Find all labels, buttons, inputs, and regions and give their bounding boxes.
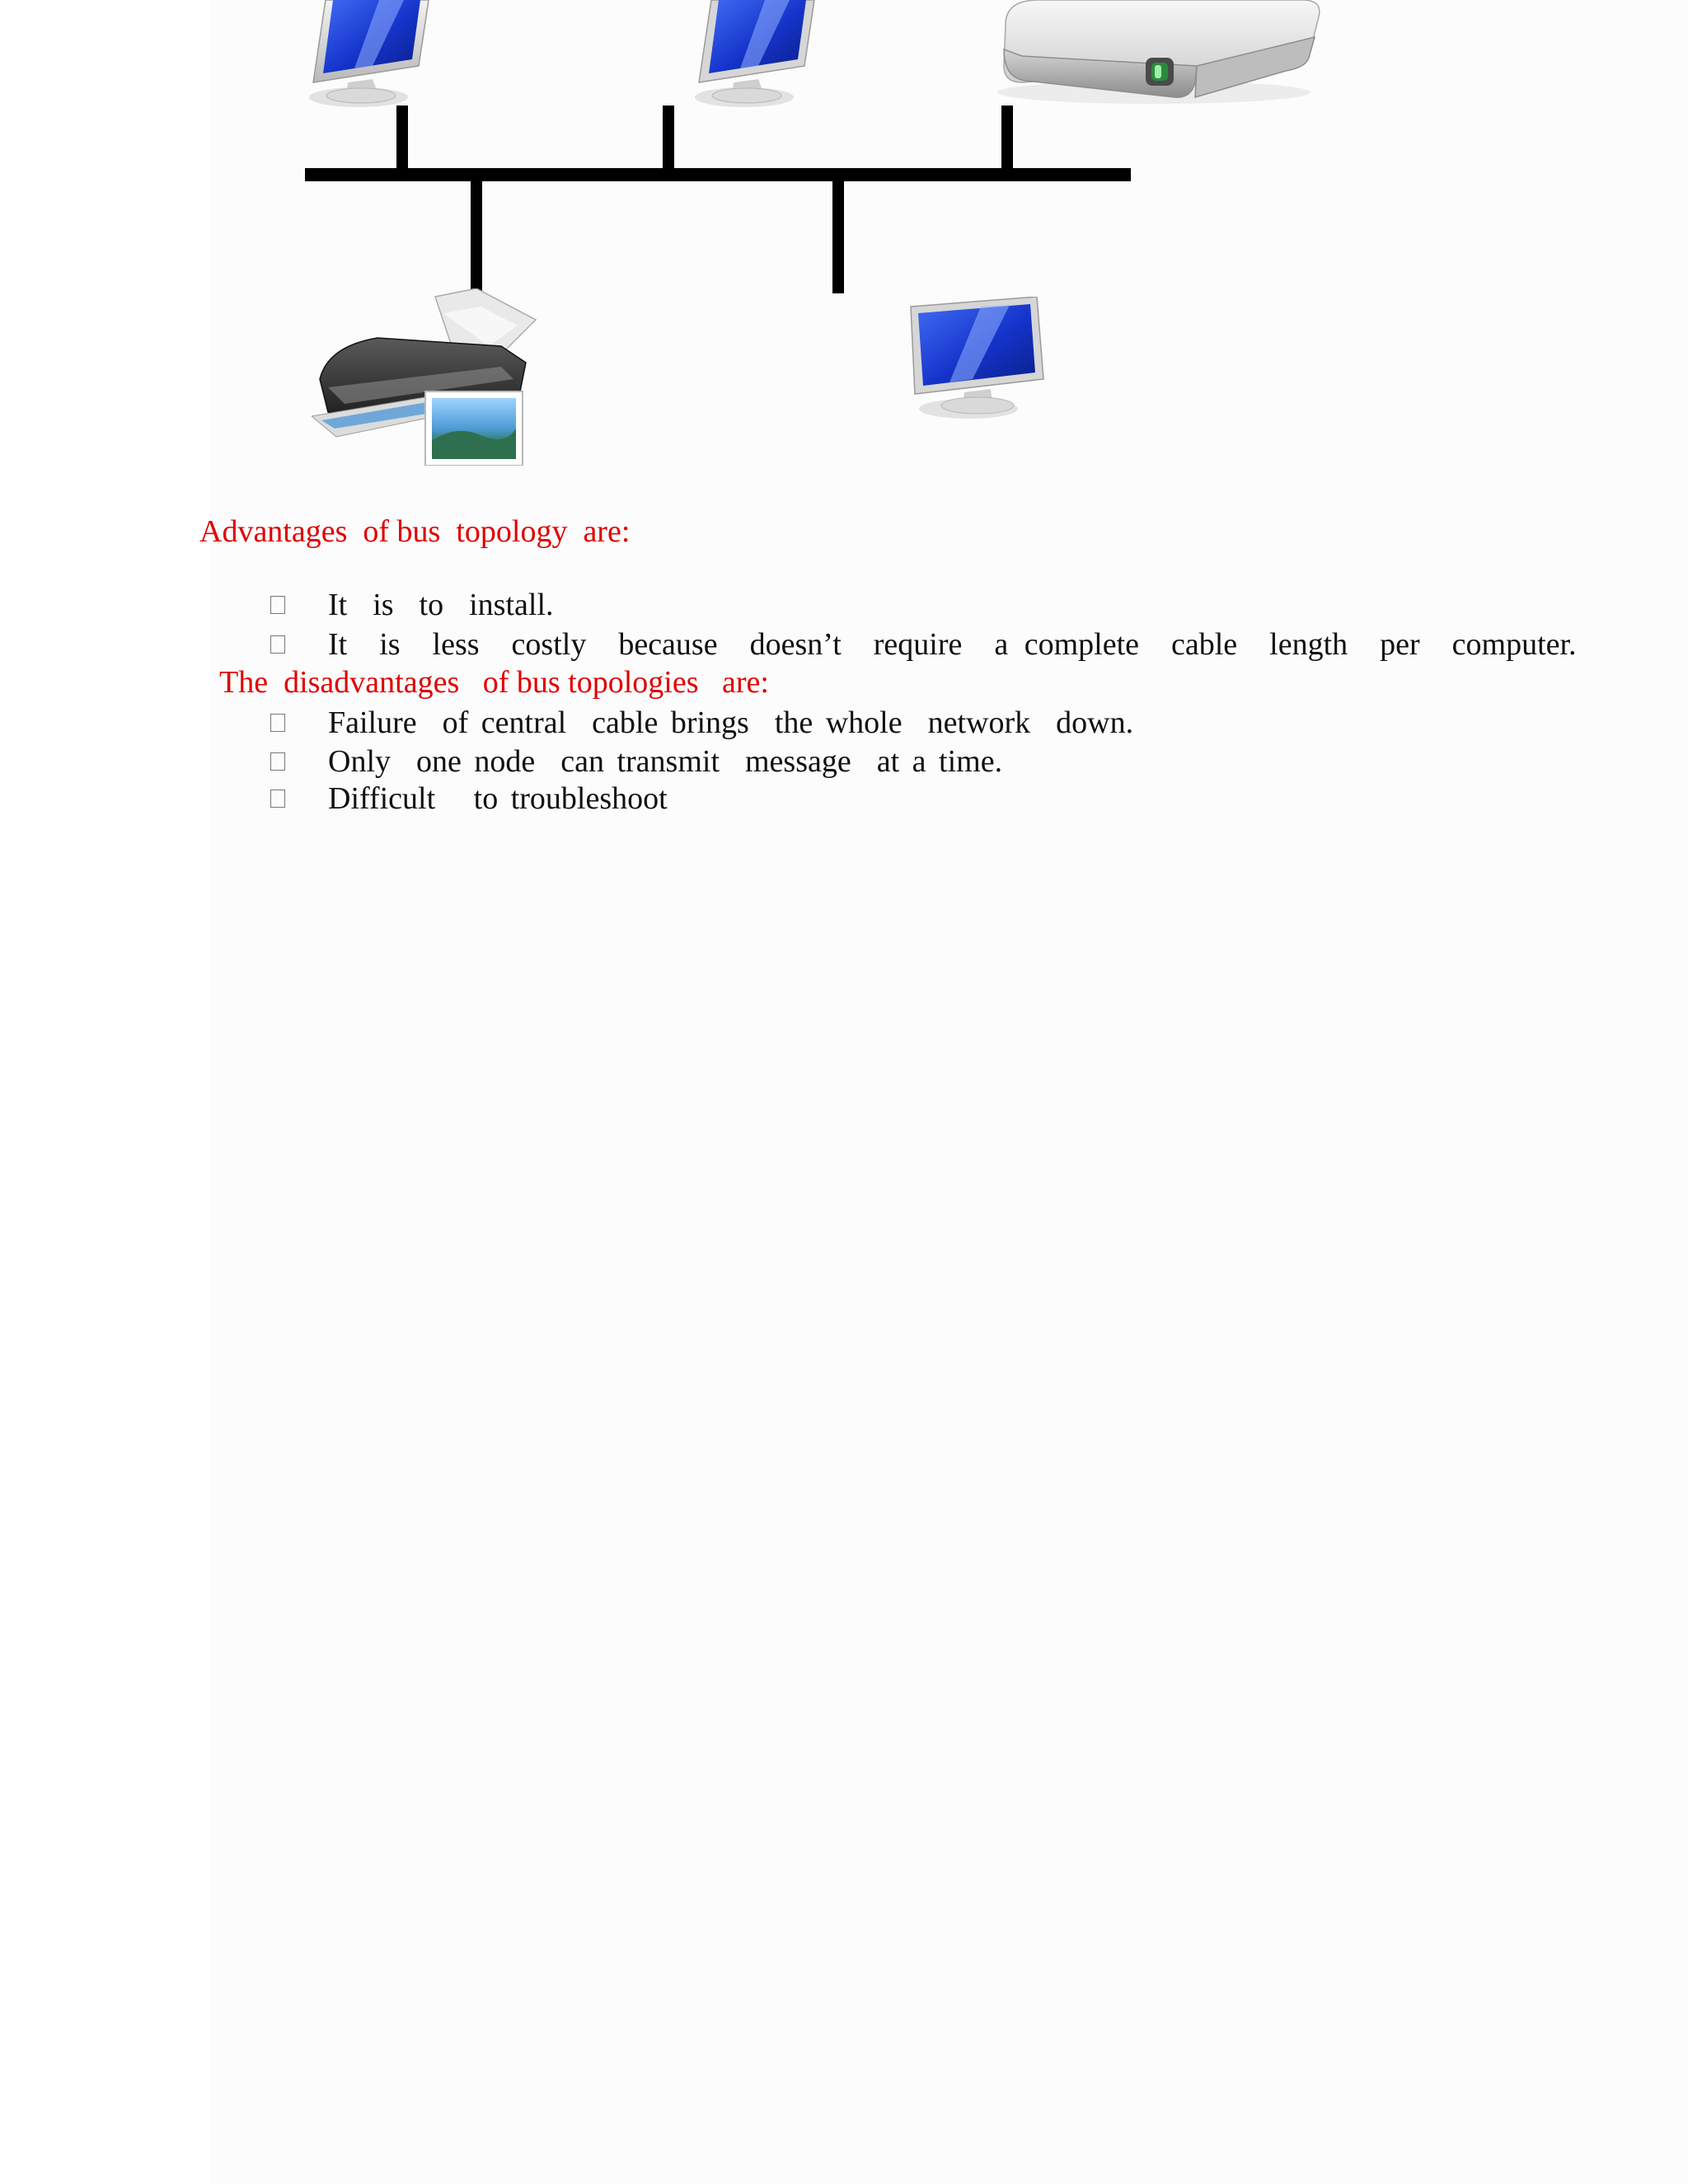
hard-drive-icon <box>989 0 1335 111</box>
drop-cable <box>471 176 482 293</box>
advantage-text: It is to install. <box>328 588 554 622</box>
bullet-box-icon <box>270 596 285 614</box>
advantage-item <box>270 587 554 623</box>
advantage-text: It is less costly because doesn’t require a complete cable length per computer. <box>328 627 1577 662</box>
bullet-box-icon <box>270 752 285 771</box>
disadvantage-item <box>270 705 1133 741</box>
monitor-icon <box>280 0 437 111</box>
disadvantage-item <box>270 743 1002 780</box>
disadvantage-text: Difficult to troubleshoot <box>328 781 668 816</box>
advantages-heading: Advantages of bus topology are: <box>199 514 631 549</box>
printer-icon <box>312 288 542 466</box>
disadvantage-item <box>270 780 668 817</box>
drop-cable <box>663 105 674 173</box>
disadvantages-heading: The disadvantages of bus topologies are: <box>219 665 769 700</box>
bus-topology-diagram <box>0 0 1688 494</box>
disadvantage-text: Only one node can transmit message at a time. <box>328 744 1003 779</box>
bullet-box-icon <box>270 635 285 654</box>
monitor-icon <box>666 0 823 111</box>
bullet-box-icon <box>270 714 285 732</box>
monitor-icon <box>890 297 1047 420</box>
disadvantage-text: Failure of central cable brings the whole network down. <box>328 705 1134 740</box>
advantage-item <box>270 626 1577 663</box>
bullet-box-icon <box>270 790 285 808</box>
drop-cable <box>832 176 844 293</box>
drop-cable <box>396 105 408 173</box>
drop-cable <box>1001 105 1013 173</box>
